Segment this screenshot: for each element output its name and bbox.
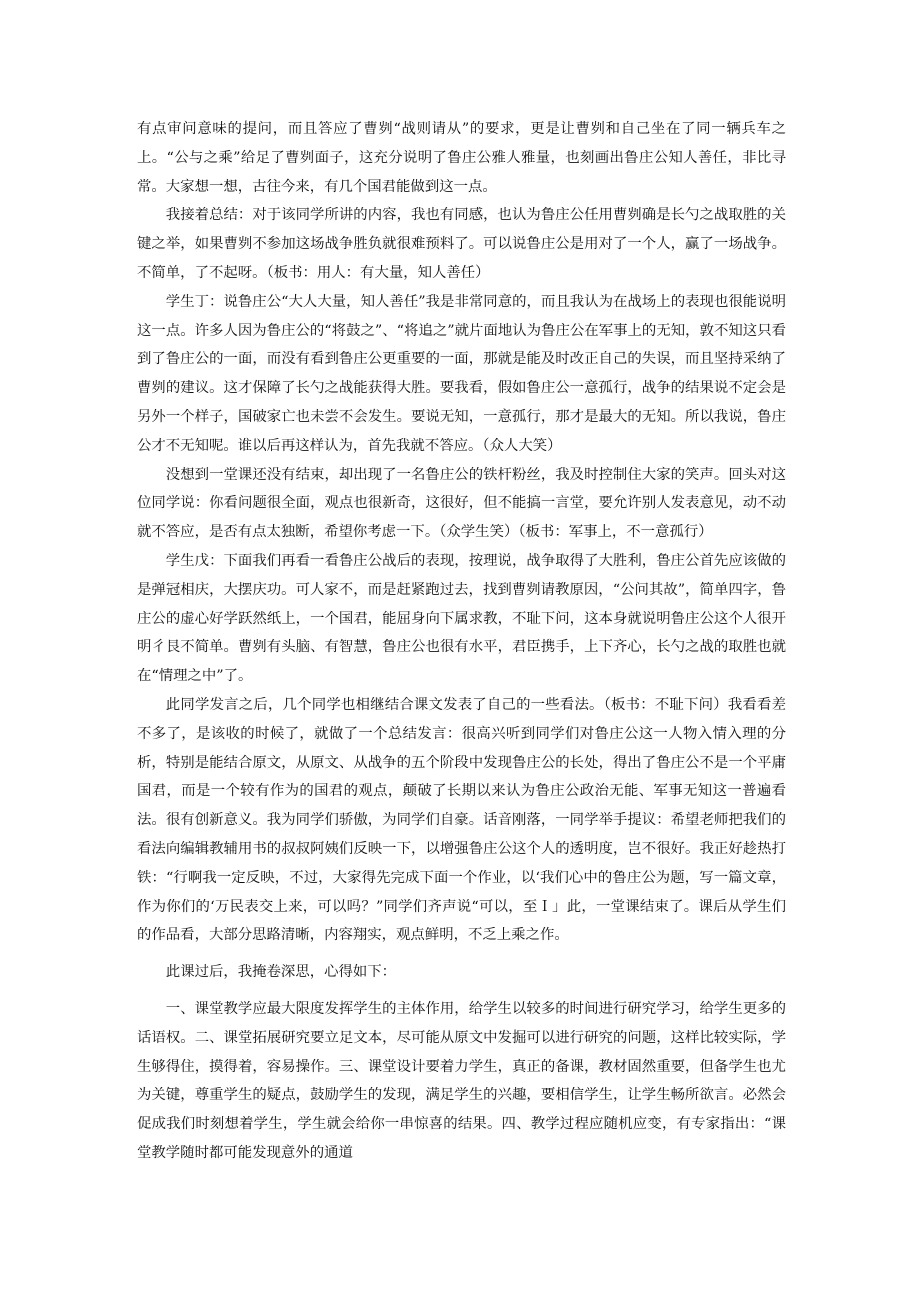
paragraph-teacher-response: 没想到一堂课还没有结束，却出现了一名鲁庄公的铁杆粉丝，我及时控制住大家的笑声。回头对这位同学说：你看问题很全面，观点也很新奇，这很好，但不能搞一言堂，要允许别人发表意见，动不动就不答应，是否有点太独断，希望你考虑一下。（众学生笑）（板书：军事上，不一意孤行） (137, 466, 786, 541)
paragraph-reflection-points: 一、课堂教学应最大限度发挥学生的主体作用，给学生以较多的时间进行研究学习，给学生更多的话语权。二、课堂拓展研究要立足文本，尽可能从原文中发掘可以进行研究的问题，这样比较实际，学生够得住，摸得着，容易操作。三、课堂设计要着力学生，真正的备课，教材固然重要，但备学生也尤为关键，尊重学生的疑点，鼓励学生的发现，满足学生的兴趣，要相信学生，让学生畅所欲言。必然会促成我们时刻想着学生，学生就会给你一串惊喜的结果。四、教学过程应随机应变，有专家指出：“课堂教学随时都可能发现意外的通道 (137, 1000, 786, 1161)
paragraph-reflection-intro: 此课过后，我掩卷深思，心得如下： (165, 964, 397, 981)
paragraph-student-ding: 学生丁：说鲁庄公“大人大量，知人善任”我是非常同意的，而且我认为在战场上的表现也很能说明这一点。许多人因为鲁庄公的“将鼓之”、“将追之”就片面地认为鲁庄公在军事上的无知，敦不知这只看到了鲁庄公的一面，而没有看到鲁庄公更重要的一面，那就是能及时改正自己的失误，而且坚持采纳了曹刿的建议。这才保障了长勺之战能获得大胜。要我看，假如鲁庄公一意孤行，战争的结果说不定会是另外一个样子，国破家亡也未尝不会发生。要说无知，一意孤行，那才是最大的无知。所以我说，鲁庄公才不无知呢。谁以后再这样认为，首先我就不答应。（众人大笑） (137, 293, 786, 454)
paragraph-continued: 有点审问意味的提问，而且答应了曹刿“战则请从”的要求，更是让曹刿和自己坐在了同一辆兵车之上。“公与之乘”给足了曹刿面子，这充分说明了鲁庄公雅人雅量，也刻画出鲁庄公知人善任，非比寻常。大家想一想，古往今来，有几个国君能做到这一点。 (137, 121, 786, 195)
document-body (137, 115, 786, 1168)
paragraph-gap (137, 987, 786, 995)
paragraph-student-wu: 学生戊：下面我们再看一看鲁庄公战后的表现，按理说，战争取得了大胜利，鲁庄公首先应该做的是弹冠相庆，大摆庆功。可人家不，而是赶紧跑过去，找到曹刿请教原因，“公问其故”，简单四字，鲁庄公的虚心好学跃然纸上，一个国君，能屈身向下属求教，不耻下问，这本身就说明鲁庄公这个人很开明彳艮不简单。曹刿有头脑、有智慧，鲁庄公也很有水平，君臣携手，上下齐心，长勺之战的取胜也就在“情理之中”了。 (137, 552, 786, 685)
paragraph-class-conclusion: 此同学发言之后，几个同学也相继结合课文发表了自己的一些看法。（板书：不耻下问）我看看差不多了，是该收的时候了，就做了一个总结发言：很高兴听到同学们对鲁庄公这一人物入情入理的分析，特别是能结合原文，从原文、从战争的五个阶段中发现鲁庄公的长处，得出了鲁庄公不是一个平庸国君，而是一个较有作为的国君的观点，颠破了长期以来认为鲁庄公政治无能、军事无知这一普遍看法。很有创新意义。我为同学们骄傲，为同学们自豪。话音刚落，一同学举手提议：希望老师把我们的看法向编辑教辅用书的叔叔阿姨们反映一下，以增强鲁庄公这个人的透明度，岂不很好。我正好趁热打铁：“行啊我一定反映，不过，大家得先完成下面一个作业，以‘我们心中的鲁庄公为题，写一篇文章，作为你们的‘万民表交上来，可以吗？”同学们齐声说“可以，至Ｉ」此，一堂课结束了。课后从学生们的作品看，大部分思路清晰，内容翔实，观点鲜明，不乏上乘之作。 (137, 696, 786, 944)
paragraph-summary: 我接着总结：对于该同学所讲的内容，我也有同感，也认为鲁庄公任用曹刿确是长勺之战取胜的关键之举，如果曹刿不参加这场战争胜负就很难预料了。可以说鲁庄公是用对了一个人，赢了一场战争。不简单，了不起呀。（板书：用人：有大量，知人善任） (137, 207, 786, 281)
paragraph-gap (137, 950, 786, 958)
